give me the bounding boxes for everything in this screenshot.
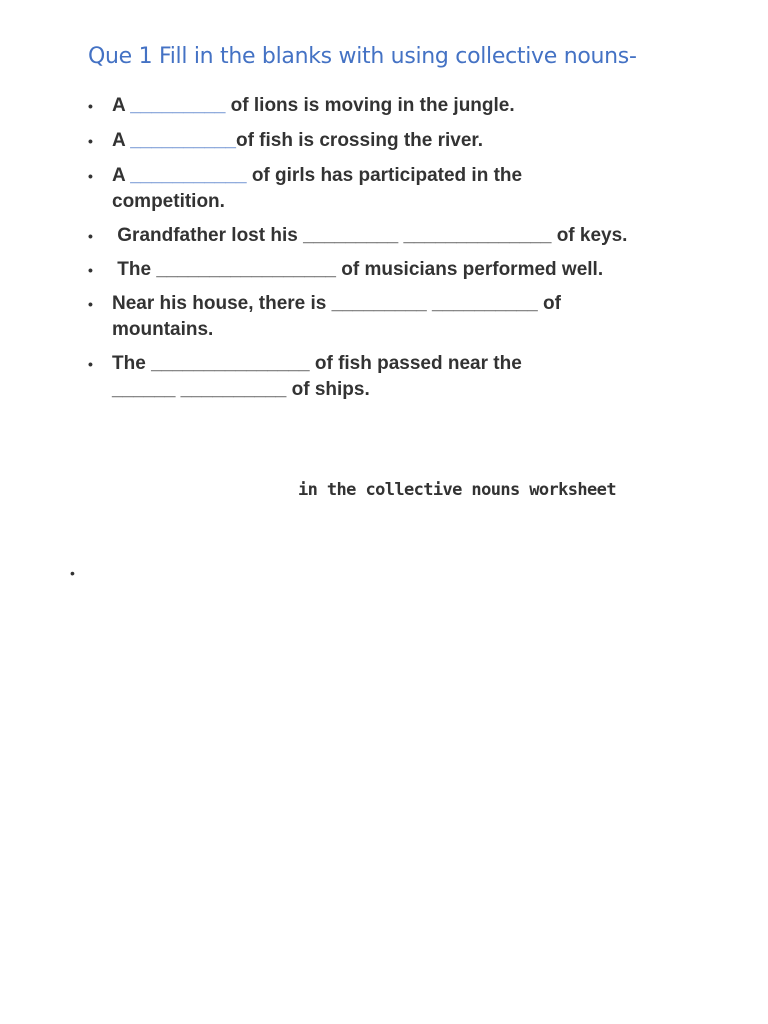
item-text-before: Grandfather lost his xyxy=(112,225,304,246)
item-text-after: of lions is moving in the jungle. xyxy=(225,95,515,116)
bullet-icon: • xyxy=(88,168,93,184)
fill-blank[interactable]: _________ ______________ xyxy=(303,225,552,246)
question-title: Que 1 Fill in the blanks with using collective nouns- xyxy=(88,44,637,69)
bullet-icon: • xyxy=(88,98,93,114)
bullet-icon: • xyxy=(70,565,75,581)
fill-blank[interactable]: ___________ xyxy=(130,165,247,186)
bullet-icon: • xyxy=(88,228,93,244)
item-text-after: of fish passed near the xyxy=(309,353,522,374)
fill-blank[interactable]: _________________ xyxy=(156,259,336,280)
item-text-before: Near his house, there is xyxy=(112,293,332,314)
worksheet-caption: in the collective nouns worksheet xyxy=(298,480,616,500)
fill-blank[interactable]: ______ __________ xyxy=(112,379,287,400)
bullet-icon: • xyxy=(88,296,93,312)
fill-blank[interactable]: __________ xyxy=(130,130,236,151)
item-text-before: A xyxy=(112,95,131,116)
item-text-after: of keys. xyxy=(551,225,628,246)
item-text-after: of fish is crossing the river. xyxy=(235,130,484,151)
fill-blank[interactable]: _________ __________ xyxy=(331,293,538,314)
item-text-before: The xyxy=(112,259,157,280)
bullet-icon: • xyxy=(88,356,93,372)
item-text-after: of girls has participated in the competition. xyxy=(112,165,523,212)
item-text-after: of mountains. xyxy=(112,293,561,340)
fill-blank[interactable]: _________ xyxy=(130,95,226,116)
item-text-before: A xyxy=(112,165,131,186)
bullet-icon: • xyxy=(88,262,93,278)
item-text-before: A xyxy=(112,130,131,151)
bullet-icon: • xyxy=(88,133,93,149)
item-text-before: The xyxy=(112,353,152,374)
item-text-after: of musicians performed well. xyxy=(335,259,604,280)
fill-blank[interactable]: _______________ xyxy=(151,353,310,374)
item-text-after: of ships. xyxy=(286,379,370,400)
